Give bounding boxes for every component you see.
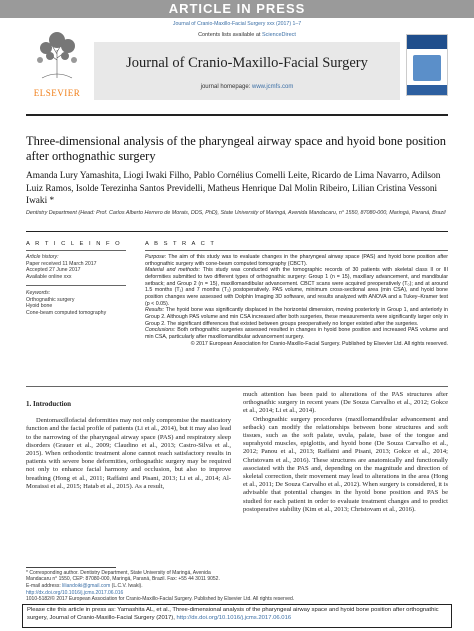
accepted-date: Accepted 27 June 2017: [26, 267, 81, 274]
journal-header: [26, 28, 448, 110]
purpose-label: Purpose:: [145, 254, 167, 260]
intro-paragraph-2: Orthognathic surgery procedures (maxillomandibular advancement and setback) can modify the relationships between bone structures and soft tissues, such as the soft palate, uvula, palate, base of the tongue and suprahyoid muscles, epiglottis, and hyoid bone (De Souza Carvalho et al., 2012; Panou et al., 2013; Raffaini and Pisani, 2013; Gokce et al., 2014; Christovam et al., 2016). These structures are anatomically and functionally associated with the PAS and, depending on the magnitude and direction of skeletal correction, their movement may lead to alterations in the area (Hong et al., 2011; De Souza Carvalho et al., 2012). When surgery is considered, it is advisable that potential changes in the hyoid bone position and PAS be studied for each patient in order to evaluate treatment changes and to predict postoperative stability (Kim et al., 2013; Christovam et al., 2016).: [243, 415, 448, 513]
title-rule: [26, 231, 448, 232]
keywords: [26, 290, 126, 316]
article-history: [26, 254, 126, 280]
section-heading-introduction: 1. Introduction: [26, 400, 71, 408]
citation-doi-link[interactable]: http://dx.doi.org/10.1016/j.jcms.2017.06.016: [176, 614, 292, 621]
contents-available-line: [94, 32, 400, 40]
journal-title-band: [94, 42, 400, 100]
abstract-copyright: © 2017 European Association for Cranio-Maxillo-Facial Surgery. Published by Elsevier Ltd. All rights reserved.: [190, 340, 448, 347]
body-column-right: [243, 391, 448, 514]
body-column-left: [26, 398, 231, 491]
issn-line: 1010-5182/© 2017 European Association for Cranio-Maxillo-Facial Surgery. Published by Elsevier Ltd. All rights reserved.: [26, 596, 295, 602]
article-info-rule: [26, 250, 126, 251]
journal-title: Journal of Cranio-Maxillo-Facial Surgery: [126, 55, 368, 71]
citation-box: [22, 604, 452, 628]
author-affiliation: Dentistry Department (Head: Prof. Carlos Alberto Herrero de Morais, DDS, PhD), State University of Maringá, Avenida Mandacaru, n° 1550, 87080-000, Maringá, Paraná, Brazil: [26, 210, 446, 216]
keywords-label: Keywords:: [26, 290, 51, 296]
publisher-name: ELSEVIER: [33, 88, 81, 98]
homepage-link[interactable]: www.jcmfs.com: [252, 84, 294, 90]
homepage-prefix: journal homepage:: [200, 84, 253, 90]
cover-bottom-band: [407, 85, 447, 95]
received-date: Paper received 11 March 2017: [26, 260, 97, 267]
doi-link[interactable]: http://dx.doi.org/10.1016/j.jcms.2017.06.016: [26, 590, 124, 596]
header-rule: [26, 114, 448, 116]
purpose-text: The aim of this study was to evaluate changes in the pharyngeal airway space (PAS) and hyoid bone position after orthognathic surgery with cone-beam computed tomography (CBCT).: [145, 254, 448, 267]
history-label: Article history:: [26, 254, 59, 260]
conclusions-text: Both orthognathic surgeries assessed resulted in changes in hyoid bone position and increased PAS volume and min CSA, particularly after maxillomandibular advancement surgery.: [145, 327, 448, 340]
conclusions-label: Conclusions:: [145, 327, 176, 334]
email-link[interactable]: liliandoiki@gmail.com: [62, 583, 111, 589]
cover-image: [413, 55, 441, 81]
article-authors: Amanda Lury Yamashita, Liogi Iwaki Filho, Pablo Cornélius Comelli Leite, Ricardo de Lima Navarro, Adilson Luiz Ramos, Isolde Terezinha Santos Previdelli, Matheus Henrique Dal Molin Ribeiro, Lilian Cristina Vessoni Iwaki *: [26, 171, 441, 206]
elsevier-tree-icon: [32, 30, 82, 80]
journal-homepage: [94, 84, 400, 90]
email-suffix: (L.C.V. Iwaki).: [110, 583, 143, 589]
footnote-rule: [26, 567, 116, 568]
abstract-body: [145, 254, 448, 347]
keyword-item: Cone-beam computed tomography: [26, 309, 107, 316]
journal-reference[interactable]: Journal of Cranio-Maxillo-Facial Surgery xxx (2017) 1–7: [172, 21, 302, 27]
abstract-bottom-rule: [26, 386, 448, 387]
results-text: The hyoid bone was significantly displaced in the horizontal dimension, moving posteriorly in Group 1, and anteriorly in Group 2. Although PAS volume and min CSA increased after both surgeries, these measurements were significantly larger only in Group 2. The significant differences that existed between groups preoperatively no longer existed after the surgeries.: [145, 307, 448, 327]
email-note: [26, 583, 231, 589]
abstract-rule: [145, 250, 448, 251]
results-label: Results:: [145, 307, 165, 314]
online-date: Available online xxx: [26, 273, 72, 280]
sciencedirect-link[interactable]: ScienceDirect: [261, 32, 296, 38]
keyword-item: Hyoid bone: [26, 303, 53, 310]
elsevier-logo[interactable]: [26, 28, 88, 106]
article-title: Three-dimensional analysis of the pharyngeal airway space and hyoid bone position after orthognathic surgery: [26, 134, 447, 163]
intro-paragraph-1-continued: much attention has been paid to alterations of the PAS structures after orthognathic surgery in recent years (De Souza Carvalho et al., 2012; Gokce et al., 2014; Li et al., 2014).: [243, 391, 448, 415]
abstract-heading: A B S T R A C T: [145, 241, 216, 247]
corresponding-author-note: * Corresponding author. Dentistry Department, State University of Maringá, Avenida Mandacaru n° 1550, CEP: 87080-000, Maringá, Paraná, Brazil. Fax: +55 44 3011 9052.: [26, 570, 220, 583]
citation-text: Please cite this article in press as: Yamashita AL, et al., Three-dimensional analysis of the pharyngeal airway space and hyoid bone position after orthognathic surgery, Journal of Cranio-Maxillo-Facial Surgery (2017),: [27, 607, 439, 621]
journal-cover-thumbnail[interactable]: [406, 34, 448, 96]
keyword-item: Orthognathic surgery: [26, 296, 75, 303]
article-info-heading: A R T I C L E I N F O: [26, 241, 122, 247]
intro-paragraph-1: Dentomaxillofacial deformities may not only compromise the masticatory function and the facial profile of patients (Li et al., 2014), but it may also lead to the narrowing of the pharyngeal airway space (PAS) and respiratory sleep disorders (Grauer et al., 2009; Claudino et al., 2013; Castro-Silva et al., 2015). When orthodontic treatment alone cannot reach satisfactory results in patients with severe bone deformities, orthognathic surgery may be required not only to enhance facial harmony and occlusion, but also to improve breathing (Hong et al., 2011; Raffaini and Pisani, 2013; Li et al., 2014; Al-Moraissi et al., 2015; Hatab et al., 2015). As a result,: [26, 417, 231, 490]
email-prefix: E-mail address:: [26, 583, 63, 589]
article-in-press-banner: ARTICLE IN PRESS: [0, 0, 474, 18]
keywords-rule: [26, 285, 126, 286]
cover-top-band: [407, 35, 447, 49]
methods-label: Material and methods:: [145, 267, 201, 274]
methods-text: This study was conducted with the tomographic records of 30 patients with skeletal class II or III deformities submitted to two different types of orthognathic surgery: Group 1 (n = 15), maxillary advancement, and mandibular setback; and Group 2 (n = 15), maxillomandibular advancement. CBCT scans were acquired preoperatively (T₀); and at around 1.5 months (T₁) and 7 months (T₂) postoperatively. PAS volume, minimum cross-sectional area (min CSA), and hyoid bone position changes were assessed with Dolphin Imaging 3D software, and results analyzed with ANOVA and a Tukey–Kramer test (p < 0.05).: [145, 267, 448, 307]
contents-prefix: Contents lists available at: [198, 32, 262, 38]
